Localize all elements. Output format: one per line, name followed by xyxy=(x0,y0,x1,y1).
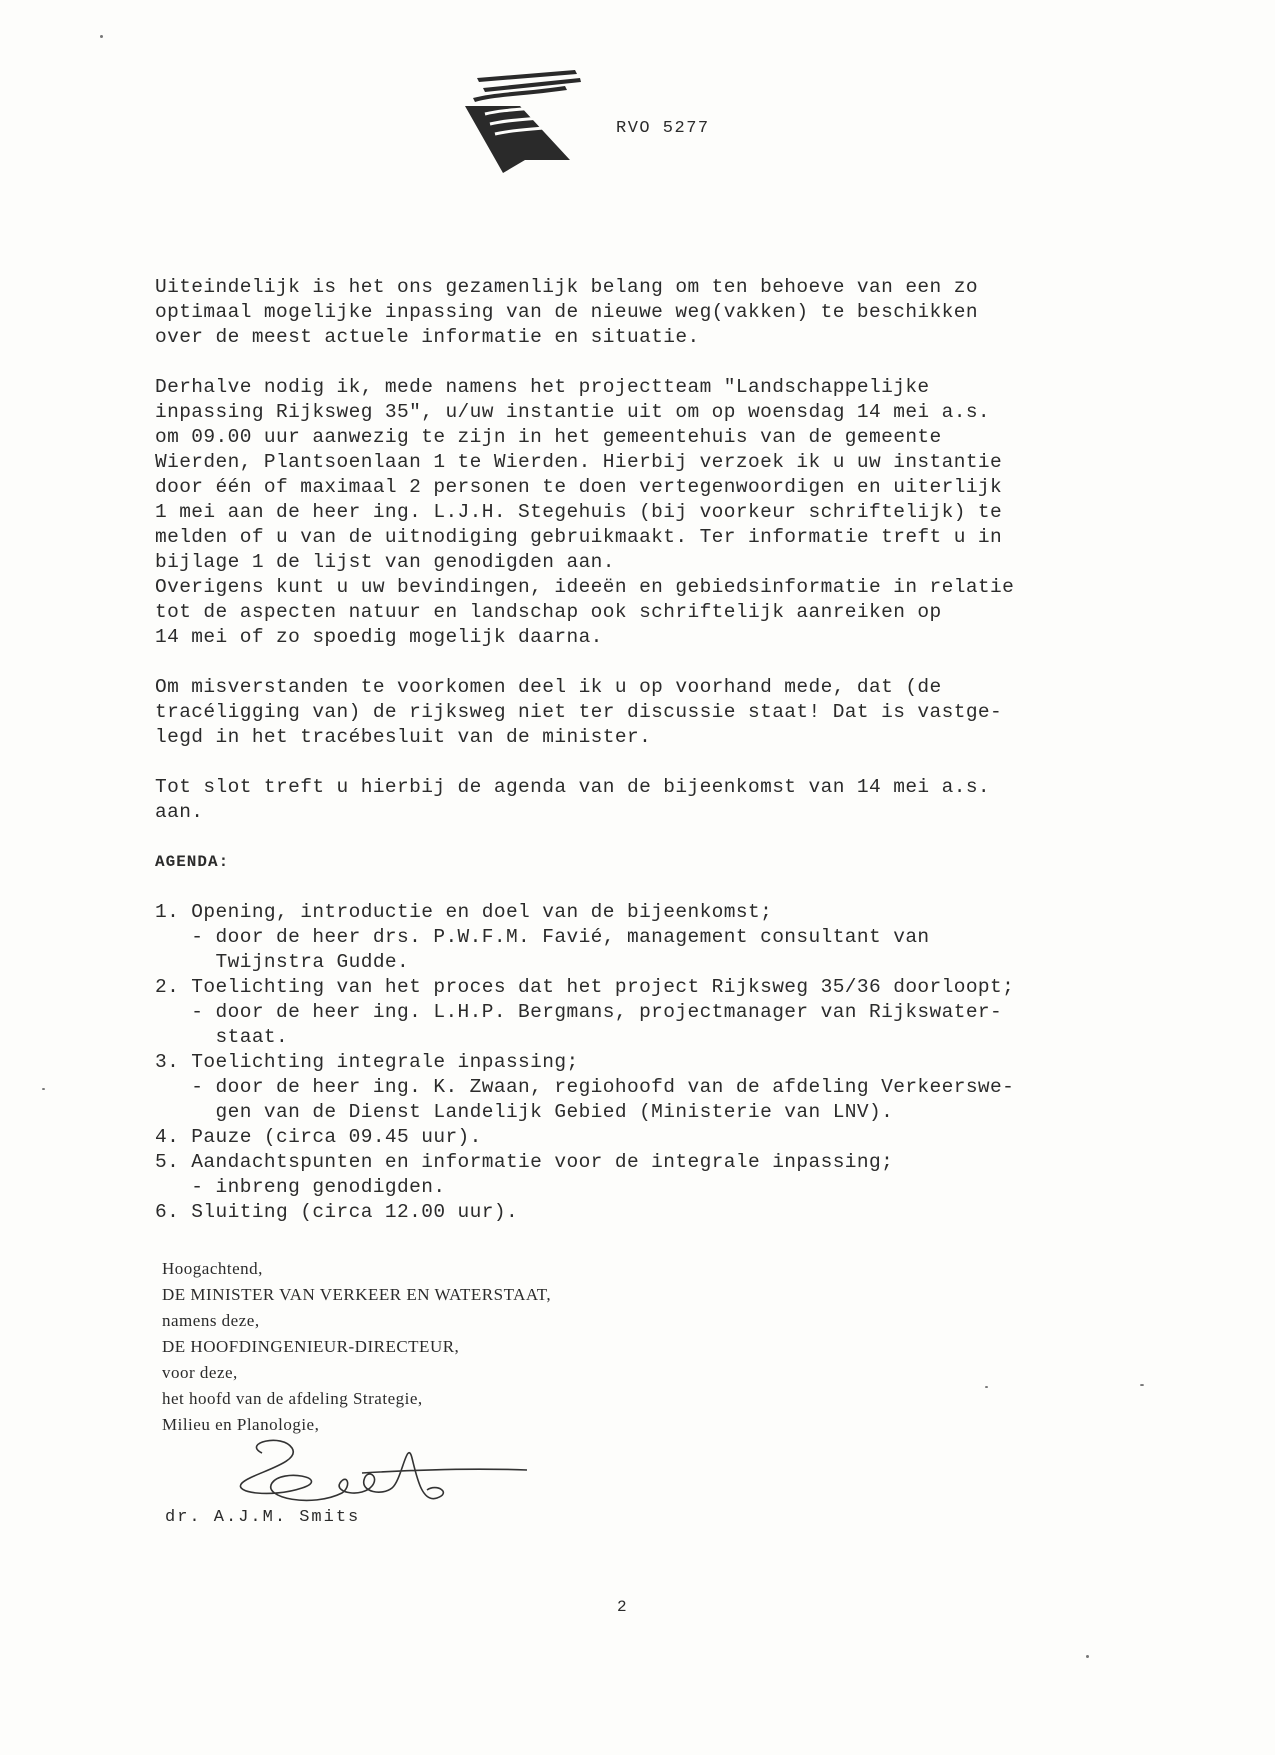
rijkswaterstaat-logo xyxy=(465,68,585,173)
paragraph-2 xyxy=(155,375,1085,650)
agenda-line: 4. Pauze (circa 09.45 uur). xyxy=(155,1126,482,1148)
text-line: Uiteindelijk is het ons gezamenlijk belang om ten behoeve van een zo xyxy=(155,276,978,298)
text-line: optimaal mogelijke inpassing van de nieuwe weg(vakken) te beschikken xyxy=(155,301,978,323)
text-line: om 09.00 uur aanwezig te zijn in het gemeentehuis van de gemeente xyxy=(155,426,942,448)
text-line: door één of maximaal 2 personen te doen vertegenwoordigen en uiterlijk xyxy=(155,476,1003,498)
closing-block xyxy=(162,1256,551,1438)
agenda-line: - door de heer ing. L.H.P. Bergmans, projectmanager van Rijkswater- xyxy=(155,1001,1003,1023)
text-line: melden of u van de uitnodiging gebruikmaakt. Ter informatie treft u in xyxy=(155,526,1003,548)
agenda-line: - door de heer drs. P.W.F.M. Favié, management consultant van xyxy=(155,926,930,948)
closing-line: namens deze, xyxy=(162,1311,260,1330)
agenda-line: - door de heer ing. K. Zwaan, regiohoofd van de afdeling Verkeerswe- xyxy=(155,1076,1015,1098)
text-line: Overigens kunt u uw bevindingen, ideeën en gebiedsinformatie in relatie xyxy=(155,576,1015,598)
text-line: inpassing Rijksweg 35", u/uw instantie uit om op woensdag 14 mei a.s. xyxy=(155,401,991,423)
agenda-line: 3. Toelichting integrale inpassing; xyxy=(155,1051,579,1073)
paragraph-4 xyxy=(155,775,1085,825)
agenda-line: 2. Toelichting van het proces dat het project Rijksweg 35/36 doorloopt; xyxy=(155,976,1015,998)
paragraph-1 xyxy=(155,275,1085,350)
page-number: 2 xyxy=(617,1598,627,1616)
text-line: 14 mei of zo spoedig mogelijk daarna. xyxy=(155,626,603,648)
letter-body xyxy=(155,275,1085,1225)
closing-line: DE MINISTER VAN VERKEER EN WATERSTAAT, xyxy=(162,1285,552,1304)
agenda-line: Twijnstra Gudde. xyxy=(155,951,410,973)
text-line: Wierden, Plantsoenlaan 1 te Wierden. Hierbij verzoek ik u uw instantie xyxy=(155,451,1003,473)
paragraph-3 xyxy=(155,675,1085,750)
text-line: 1 mei aan de heer ing. L.J.H. Stegehuis (bij voorkeur schriftelijk) te xyxy=(155,501,1003,523)
text-line: bijlage 1 de lijst van genodigden aan. xyxy=(155,551,615,573)
agenda-section xyxy=(155,850,1085,875)
agenda-line: - inbreng genodigden. xyxy=(155,1176,446,1198)
text-line: Tot slot treft u hierbij de agenda van de bijeenkomst van 14 mei a.s. xyxy=(155,776,991,798)
handwritten-signature xyxy=(222,1428,532,1518)
scan-speck xyxy=(1086,1655,1089,1658)
agenda-line: 1. Opening, introductie en doel van de bijeenkomst; xyxy=(155,901,773,923)
agenda-line: 5. Aandachtspunten en informatie voor de integrale inpassing; xyxy=(155,1151,894,1173)
closing-line: het hoofd van de afdeling Strategie, xyxy=(162,1389,423,1408)
text-line: over de meest actuele informatie en situatie. xyxy=(155,326,700,348)
scan-speck xyxy=(42,1088,45,1090)
text-line: tracéligging van) de rijksweg niet ter discussie staat! Dat is vastge- xyxy=(155,701,1003,723)
text-line: legd in het tracébesluit van de minister. xyxy=(155,726,652,748)
signer-name: dr. A.J.M. Smits xyxy=(165,1508,361,1527)
scan-speck xyxy=(1140,1384,1144,1386)
agenda-line: staat. xyxy=(155,1026,289,1048)
closing-line: DE HOOFDINGENIEUR-DIRECTEUR, xyxy=(162,1337,460,1356)
closing-line: Milieu en Planologie, xyxy=(162,1415,320,1434)
agenda-line: 6. Sluiting (circa 12.00 uur). xyxy=(155,1201,519,1223)
text-line: tot de aspecten natuur en landschap ook schriftelijk aanreiken op xyxy=(155,601,942,623)
text-line: aan. xyxy=(155,801,204,823)
closing-line: Hoogachtend, xyxy=(162,1259,263,1278)
closing-line: voor deze, xyxy=(162,1363,238,1382)
scan-speck xyxy=(100,35,103,38)
text-line: Om misverstanden te voorkomen deel ik u op voorhand mede, dat (de xyxy=(155,676,942,698)
text-line: Derhalve nodig ik, mede namens het projectteam "Landschappelijke xyxy=(155,376,930,398)
document-reference: RVO 5277 xyxy=(616,119,710,138)
agenda-line: gen van de Dienst Landelijk Gebied (Ministerie van LNV). xyxy=(155,1101,894,1123)
agenda-list xyxy=(155,900,1085,1225)
scan-speck xyxy=(985,1386,988,1388)
agenda-heading: AGENDA: xyxy=(155,853,230,871)
